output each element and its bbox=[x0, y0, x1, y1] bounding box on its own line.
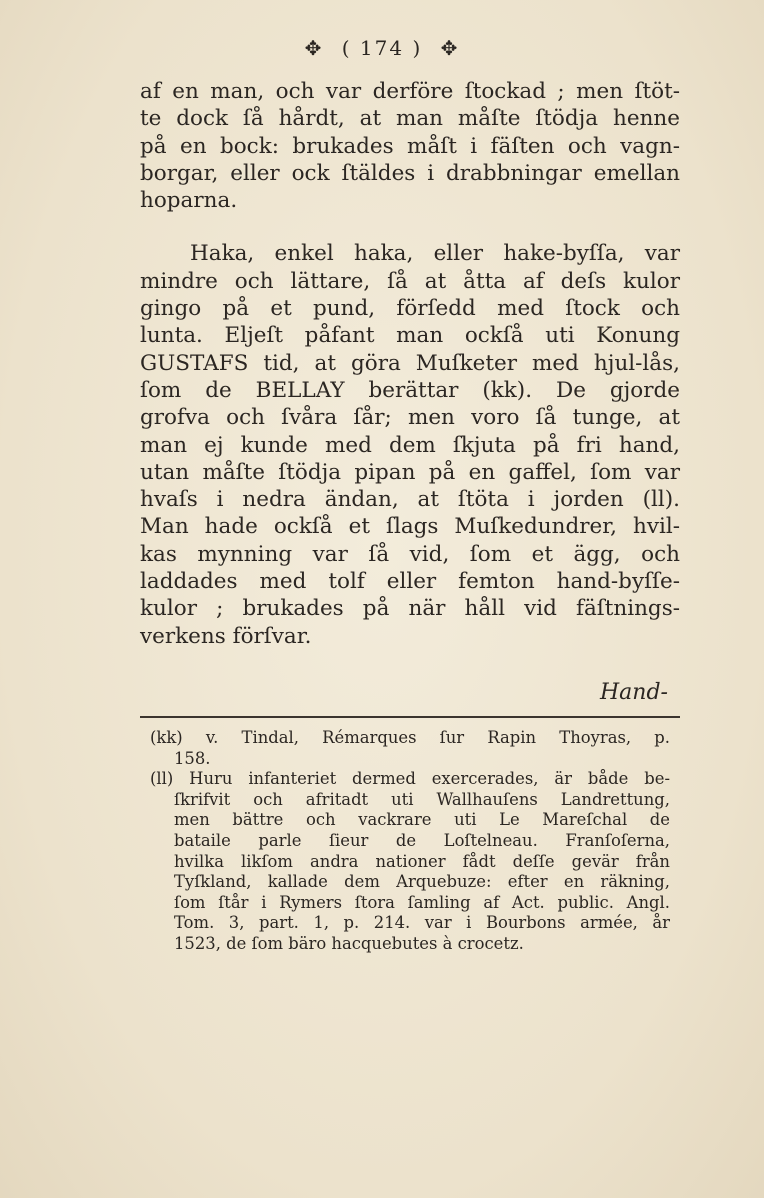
text-line: GUSTAFS tid, at göra Muſketer med hjul-lås, bbox=[140, 350, 680, 376]
catchword: Hand- bbox=[600, 680, 668, 705]
text-line: te dock ſå hårdt, at man måſte ſtödja henne bbox=[140, 106, 680, 132]
left-ornament-icon: ✥ bbox=[304, 36, 324, 60]
text-line: borgar, eller ock ſtäldes i drabbningar emellan bbox=[140, 160, 680, 186]
text-line: hoparna. bbox=[140, 188, 238, 214]
text-line: af en man, och var derföre ſtockad ; men ſtöt- bbox=[140, 79, 680, 104]
text-line: gingo på et pund, förſedd med ſtock och bbox=[140, 296, 680, 322]
footnote-line: bataile parle ſieur de Loſtelneau. Franſoſerna, bbox=[174, 830, 670, 850]
footnote-line: Tom. 3, part. 1, p. 214. var i Bourbons armée, år bbox=[174, 913, 670, 933]
footnote-line: ſkrifvit och afritadt uti Wallhauſens Landrettung, bbox=[174, 789, 670, 809]
text-line: på en bock: brukades måſt i fäſten och vagn- bbox=[140, 133, 680, 159]
footnote-line: (kk) v. Tindal, Rémarques ſur Rapin Thoyras, p. bbox=[150, 728, 670, 747]
right-ornament-icon: ✥ bbox=[440, 36, 460, 60]
page-header bbox=[0, 36, 764, 60]
footnote-line: 1523, de ſom bäro hacquebutes à crocetz. bbox=[174, 933, 524, 953]
text-line: kas mynning var ſå vid, ſom et ägg, och bbox=[140, 541, 680, 567]
text-line: mindre och lättare, ſå at åtta af deſs kulor bbox=[140, 268, 680, 294]
footnote-line: ſom ſtår i Rymers ſtora ſamling af Act. public. Angl. bbox=[174, 892, 670, 912]
footnotes bbox=[150, 728, 670, 955]
text-line: Haka, enkel haka, eller hake-byſſa, var bbox=[190, 241, 680, 267]
text-line: Man hade ockſå et ſlags Muſkedundrer, hvil- bbox=[140, 514, 680, 540]
text-line: hvaſs i nedra ändan, at ſtöta i jorden (ll). bbox=[140, 487, 680, 513]
text-line: verkens förſvar. bbox=[140, 623, 312, 649]
footnote-line: (ll) Huru infanteriet dermed exercerades, är både be- bbox=[150, 769, 670, 789]
text-line: laddades med tolf eller femton hand-byſſe- bbox=[140, 569, 680, 595]
footnote-divider bbox=[140, 716, 680, 718]
text-line: utan måſte ſtödja pipan på en gaffel, ſom var bbox=[140, 459, 680, 485]
footnote-line: 158. bbox=[174, 748, 211, 768]
footnote-line: men bättre och vackrare uti Le Mareſchal de bbox=[174, 810, 670, 830]
text-line: man ej kunde med dem ſkjuta på fri hand, bbox=[140, 432, 680, 458]
footnote-line: Tyſkland, kallade dem Arquebuze: efter en räkning, bbox=[174, 872, 670, 892]
text-line: ſom de BELLAY berättar (kk). De gjorde bbox=[140, 377, 680, 403]
main-text bbox=[140, 78, 680, 650]
text-line: grofva och ſvåra ſår; men voro ſå tunge, at bbox=[140, 405, 680, 431]
page-number: ( 174 ) bbox=[341, 36, 423, 60]
text-line: lunta. Eljeſt påfant man ockſå uti Konung bbox=[140, 323, 680, 349]
text-line: kulor ; brukades på när håll vid fäſtnings- bbox=[140, 596, 680, 622]
footnote-line: hvilka likſom andra nationer fådt deſſe gevär från bbox=[174, 851, 670, 871]
